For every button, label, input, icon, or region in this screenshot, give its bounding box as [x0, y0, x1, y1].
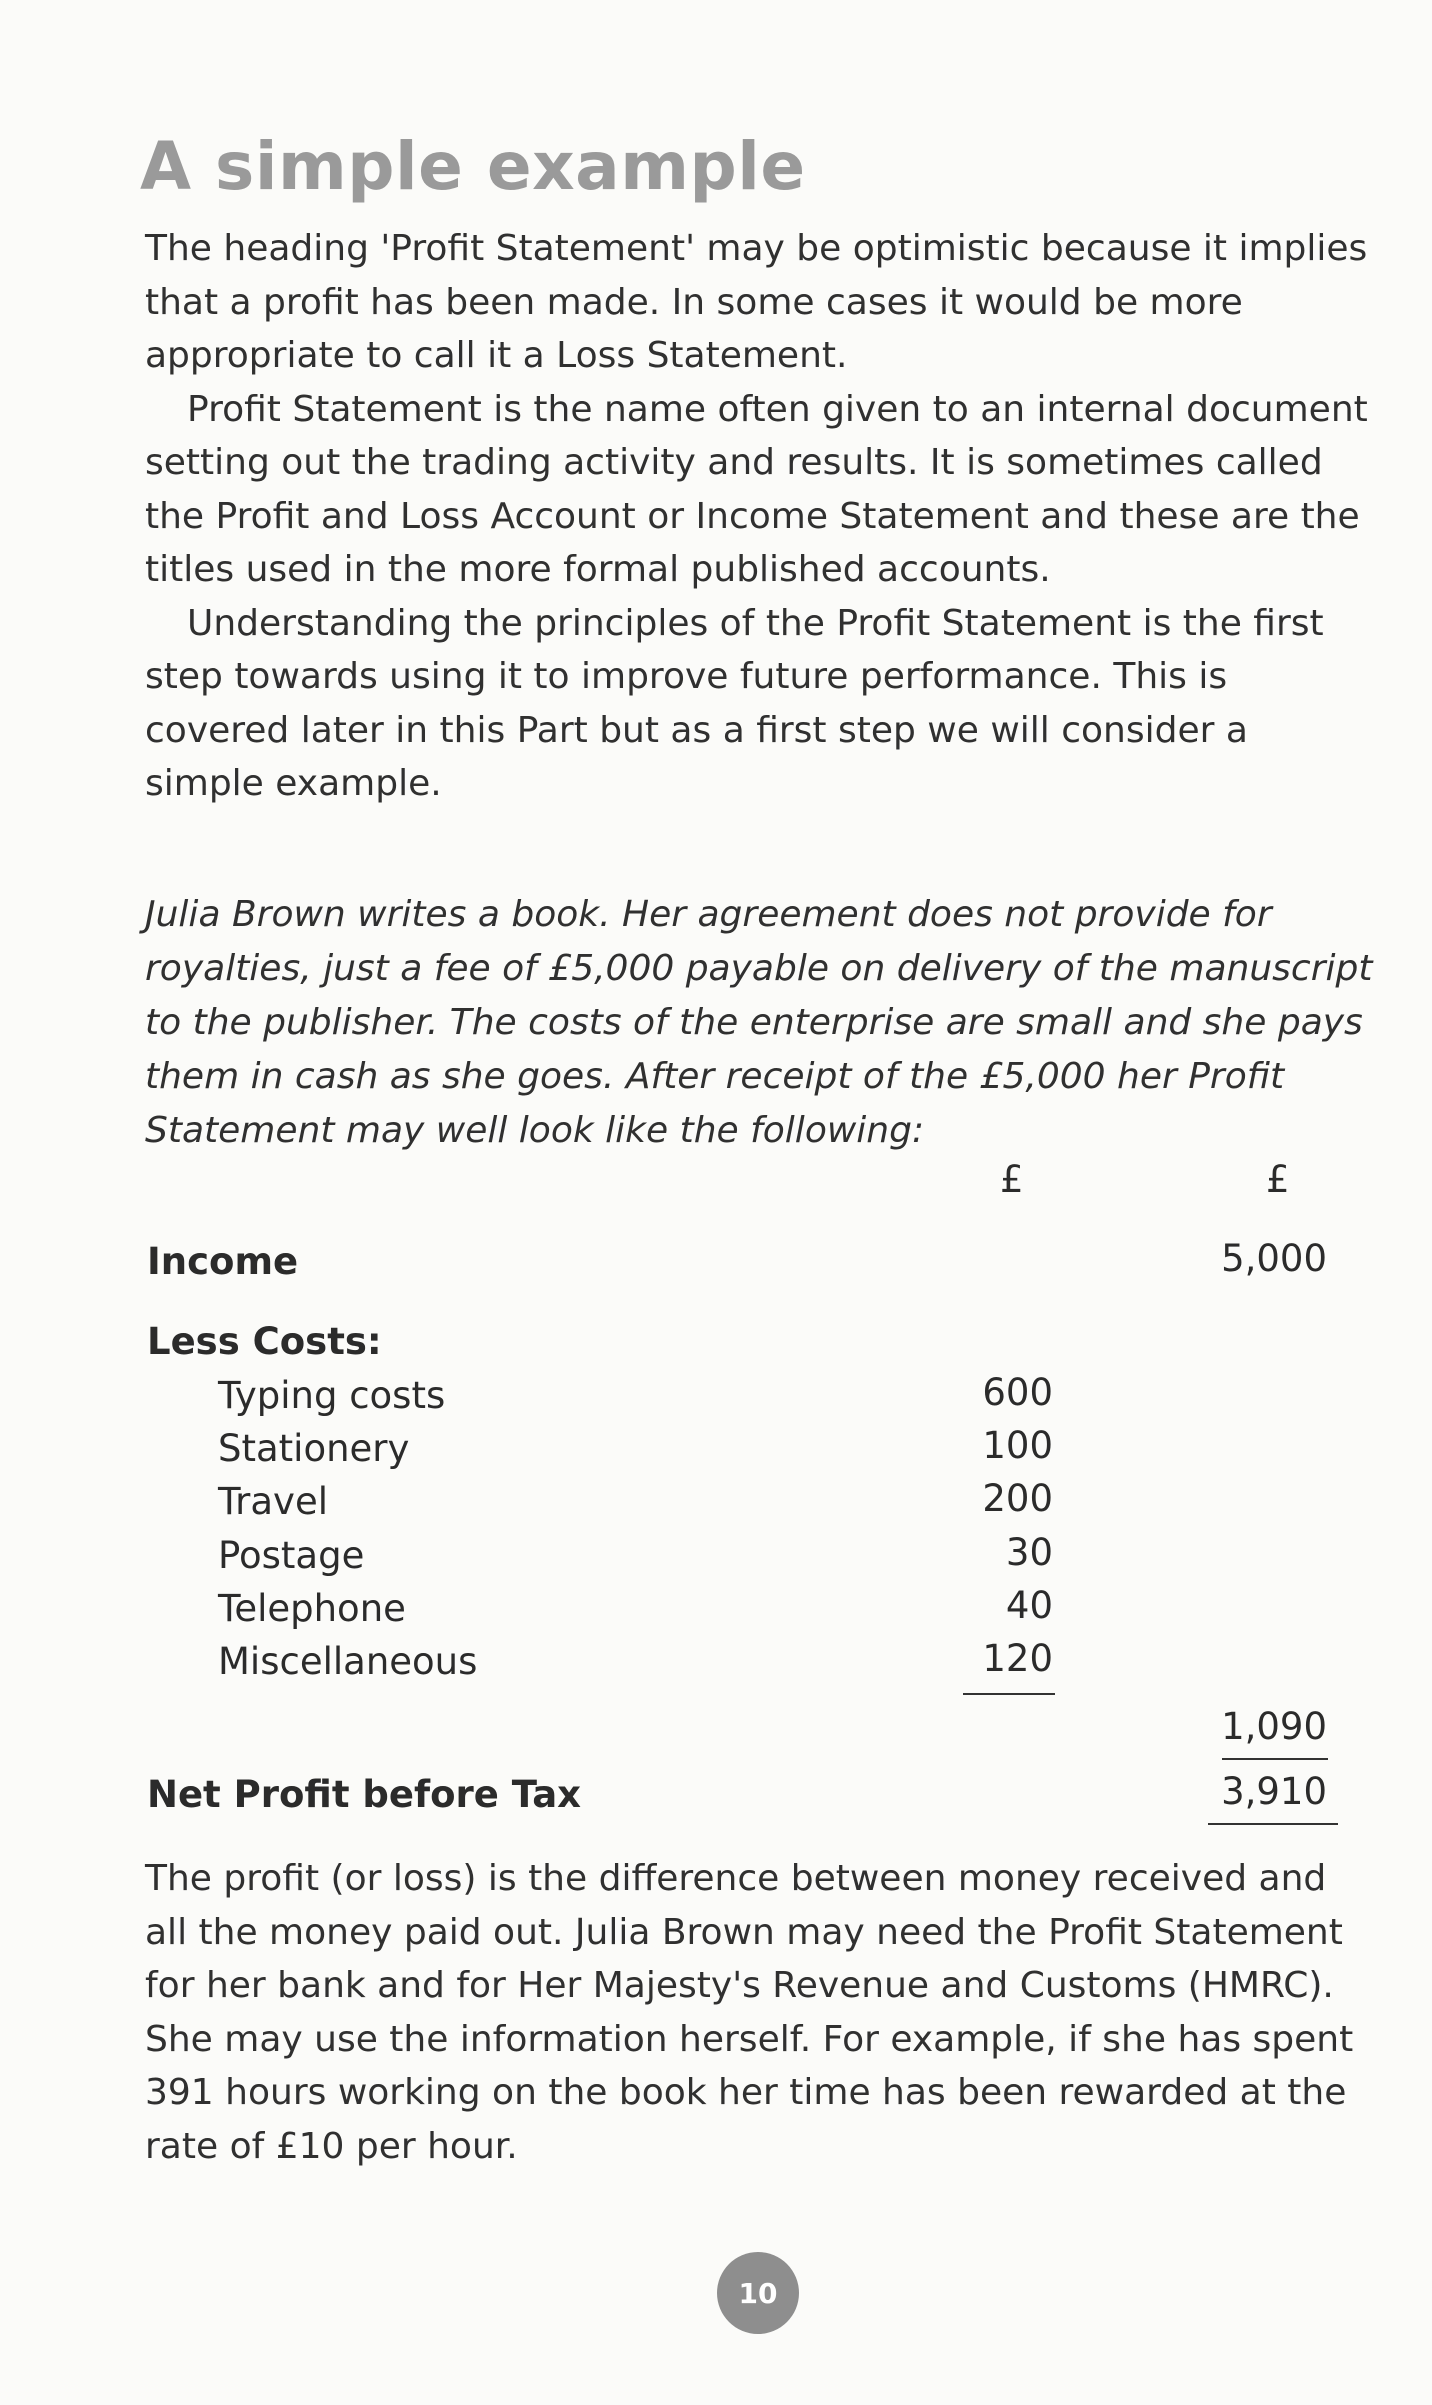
column-header-totals: £: [1266, 1158, 1290, 1201]
cost-value-stationery: 100: [982, 1424, 1053, 1467]
cost-label-travel: Travel: [218, 1480, 328, 1523]
costs-subtotal-rule: [963, 1693, 1055, 1695]
intro-text: [145, 222, 1375, 811]
net-profit-value: 3,910: [1221, 1770, 1327, 1813]
page-heading: A simple example: [140, 128, 806, 205]
intro-paragraph-1: The heading 'Profit Statement' may be optimistic because it implies that a profit has been made. In some cases it would be more appropriate to call it a Loss Statement.: [145, 228, 1368, 376]
outro-paragraph: The profit (or loss) is the difference between money received and all the money paid out. Julia Brown may need the Profit Statement for her bank and for Her Majesty's Revenue and Customs (HMRC). She may use the information herself. For example, if she has spent 391 hours working on the book her time has been rewarded at the rate of £10 per hour.: [145, 1858, 1354, 2167]
example-paragraph: Julia Brown writes a book. Her agreement does not provide for royalties, just a fee of £5,000 payable on delivery of the manuscript to the publisher. The costs of the enterprise are small and she pays them in cash as she goes. After receipt of the £5,000 her Profit Statement may well look like the following:: [145, 894, 1373, 1151]
cost-value-miscellaneous: 120: [982, 1637, 1053, 1680]
cost-value-travel: 200: [982, 1477, 1053, 1520]
column-header-costs: £: [1000, 1158, 1024, 1201]
total-costs-value: 1,090: [1221, 1705, 1327, 1748]
outro-text: [145, 1852, 1375, 2173]
example-text: [145, 888, 1375, 1158]
cost-label-miscellaneous: Miscellaneous: [218, 1640, 478, 1683]
cost-value-postage: 30: [1005, 1531, 1053, 1574]
cost-label-postage: Postage: [218, 1534, 365, 1577]
total-costs-rule: [1222, 1758, 1328, 1760]
cost-label-telephone: Telephone: [218, 1587, 406, 1630]
income-label: Income: [147, 1240, 299, 1283]
less-costs-label: Less Costs:: [147, 1320, 382, 1363]
net-profit-label: Net Profit before Tax: [147, 1773, 582, 1816]
cost-value-typing: 600: [982, 1371, 1053, 1414]
page-number-badge: 10: [717, 2252, 799, 2334]
cost-value-telephone: 40: [1005, 1584, 1053, 1627]
net-profit-rule: [1208, 1823, 1338, 1825]
intro-paragraph-3: Understanding the principles of the Profit Statement is the first step towards using it to improve future performance. This is covered later in this Part but as a first step we will consider a simple example.: [145, 602, 1324, 804]
cost-label-typing: Typing costs: [218, 1374, 446, 1417]
cost-label-stationery: Stationery: [218, 1427, 410, 1470]
intro-paragraph-2: Profit Statement is the name often given to an internal document setting out the trading activity and results. It is sometimes called the Profit and Loss Account or Income Statement and these are the titles used in the more formal published accounts.: [145, 388, 1368, 590]
income-value: 5,000: [1221, 1237, 1327, 1280]
